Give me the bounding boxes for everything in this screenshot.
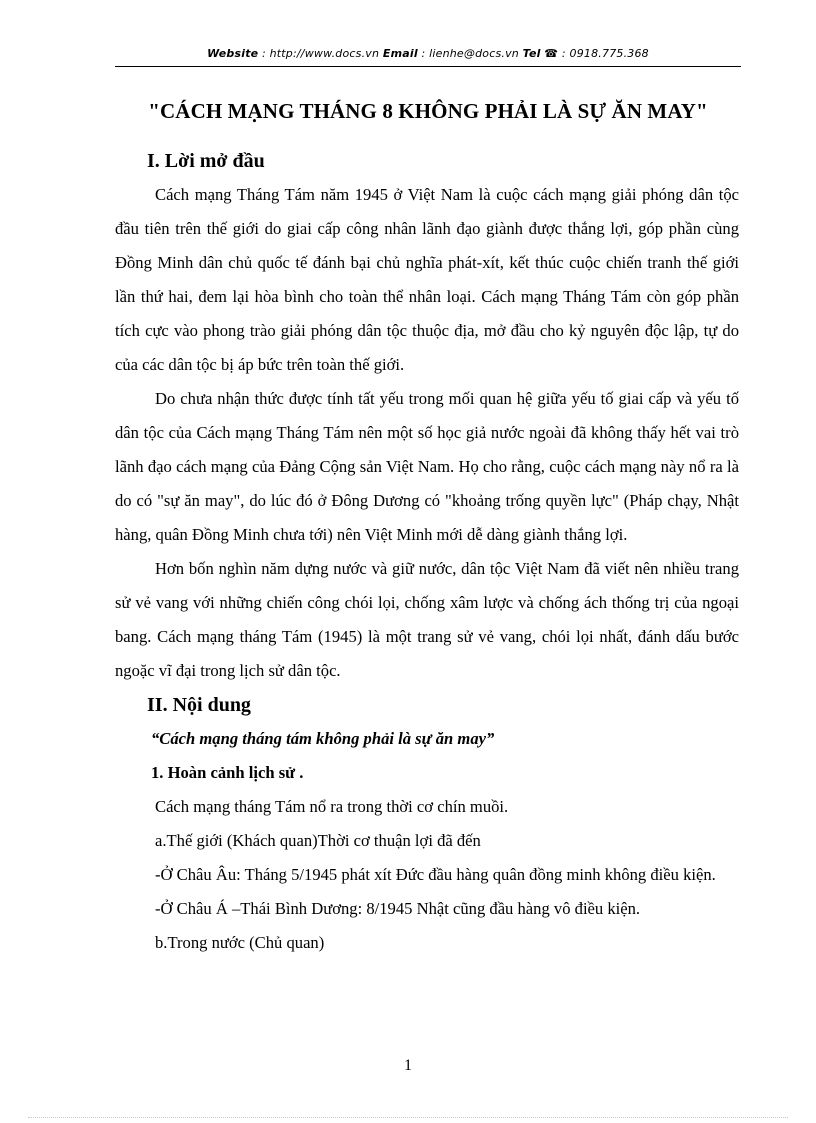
subheading-historical-context: 1. Hoàn cảnh lịch sử .	[151, 763, 304, 782]
tel-label: Tel	[522, 47, 541, 60]
header-divider	[115, 66, 741, 67]
intro-paragraph-1: Cách mạng Tháng Tám năm 1945 ở Việt Nam là cuộc cách mạng giải phóng dân tộc đầu tiên trên thế giới do giai cấp công nhân lãnh đạo giành được thắng lợi, góp phần cùng Đồng Minh dân chủ quốc tế đánh bại chủ nghĩa phát-xít, kết thúc cuộc chiến tranh thế giới lần thứ hai, đem lại hòa bình cho toàn thể nhân loại. Cách mạng Tháng Tám còn góp phần tích cực vào phong trào giải phóng dân tộc thuộc địa, mở đầu cho kỷ nguyên độc lập, tự do của các dân tộc bị áp bức trên toàn thế giới.	[115, 185, 739, 374]
content-line-3: -Ở Châu Âu: Tháng 5/1945 phát xít Đức đầu hàng quân đồng minh không điều kiện.	[155, 865, 716, 884]
website-label: Website	[207, 47, 259, 60]
intro-paragraph-2: Do chưa nhận thức được tính tất yếu trong mối quan hệ giữa yếu tố giai cấp và yếu tố dân tộc của Cách mạng Tháng Tám nên một số học giả nước ngoài đã không thấy hết vai trò lãnh đạo cách mạng của Đảng Cộng sản Việt Nam. Họ cho rằng, cuộc cách mạng này nổ ra là do có "sự ăn may", do lúc đó ở Đông Dương có "khoảng trống quyền lực" (Pháp chạy, Nhật hàng, quân Đồng Minh chưa tới) nên Việt Minh mới dễ dàng giành thắng lợi.	[115, 389, 739, 544]
intro-paragraph-3: Hơn bốn nghìn năm dựng nước và giữ nước, dân tộc Việt Nam đã viết nên nhiều trang sử vẻ vang với những chiến công chói lọi, chống xâm lược và chống ách thống trị của ngoại bang. Cách mạng tháng Tám (1945) là một trang sử vẻ vang, chói lọi nhất, đánh dấu bước ngoặc vĩ đại trong lịch sử dân tộc.	[115, 559, 739, 680]
content-quote: “Cách mạng tháng tám không phải là sự ăn may”	[151, 729, 495, 748]
document-title: "CÁCH MẠNG THÁNG 8 KHÔNG PHẢI LÀ SỰ ĂN MAY"	[148, 99, 708, 123]
content-line-5: b.Trong nước (Chủ quan)	[155, 933, 325, 952]
content-line-1: Cách mạng tháng Tám nổ ra trong thời cơ chín muồi.	[155, 797, 509, 816]
email-value: : lienhe@docs.vn	[417, 47, 523, 60]
section-heading-introduction: I. Lời mở đầu	[147, 150, 265, 172]
website-value: : http://www.docs.vn	[258, 47, 383, 60]
document-body	[115, 144, 739, 960]
tel-value: : 0918.775.368	[558, 47, 649, 60]
page-header	[115, 47, 741, 60]
page-number: 1	[404, 1057, 412, 1074]
phone-icon: ☎	[544, 47, 559, 60]
footer-divider	[28, 1117, 788, 1118]
email-label: Email	[382, 47, 418, 60]
section-heading-content: II. Nội dung	[147, 694, 251, 716]
content-line-4: -Ở Châu Á –Thái Bình Dương: 8/1945 Nhật cũng đầu hàng vô điều kiện.	[155, 899, 641, 918]
content-line-2: a.Thế giới (Khách quan)Thời cơ thuận lợi đã đến	[155, 831, 481, 850]
